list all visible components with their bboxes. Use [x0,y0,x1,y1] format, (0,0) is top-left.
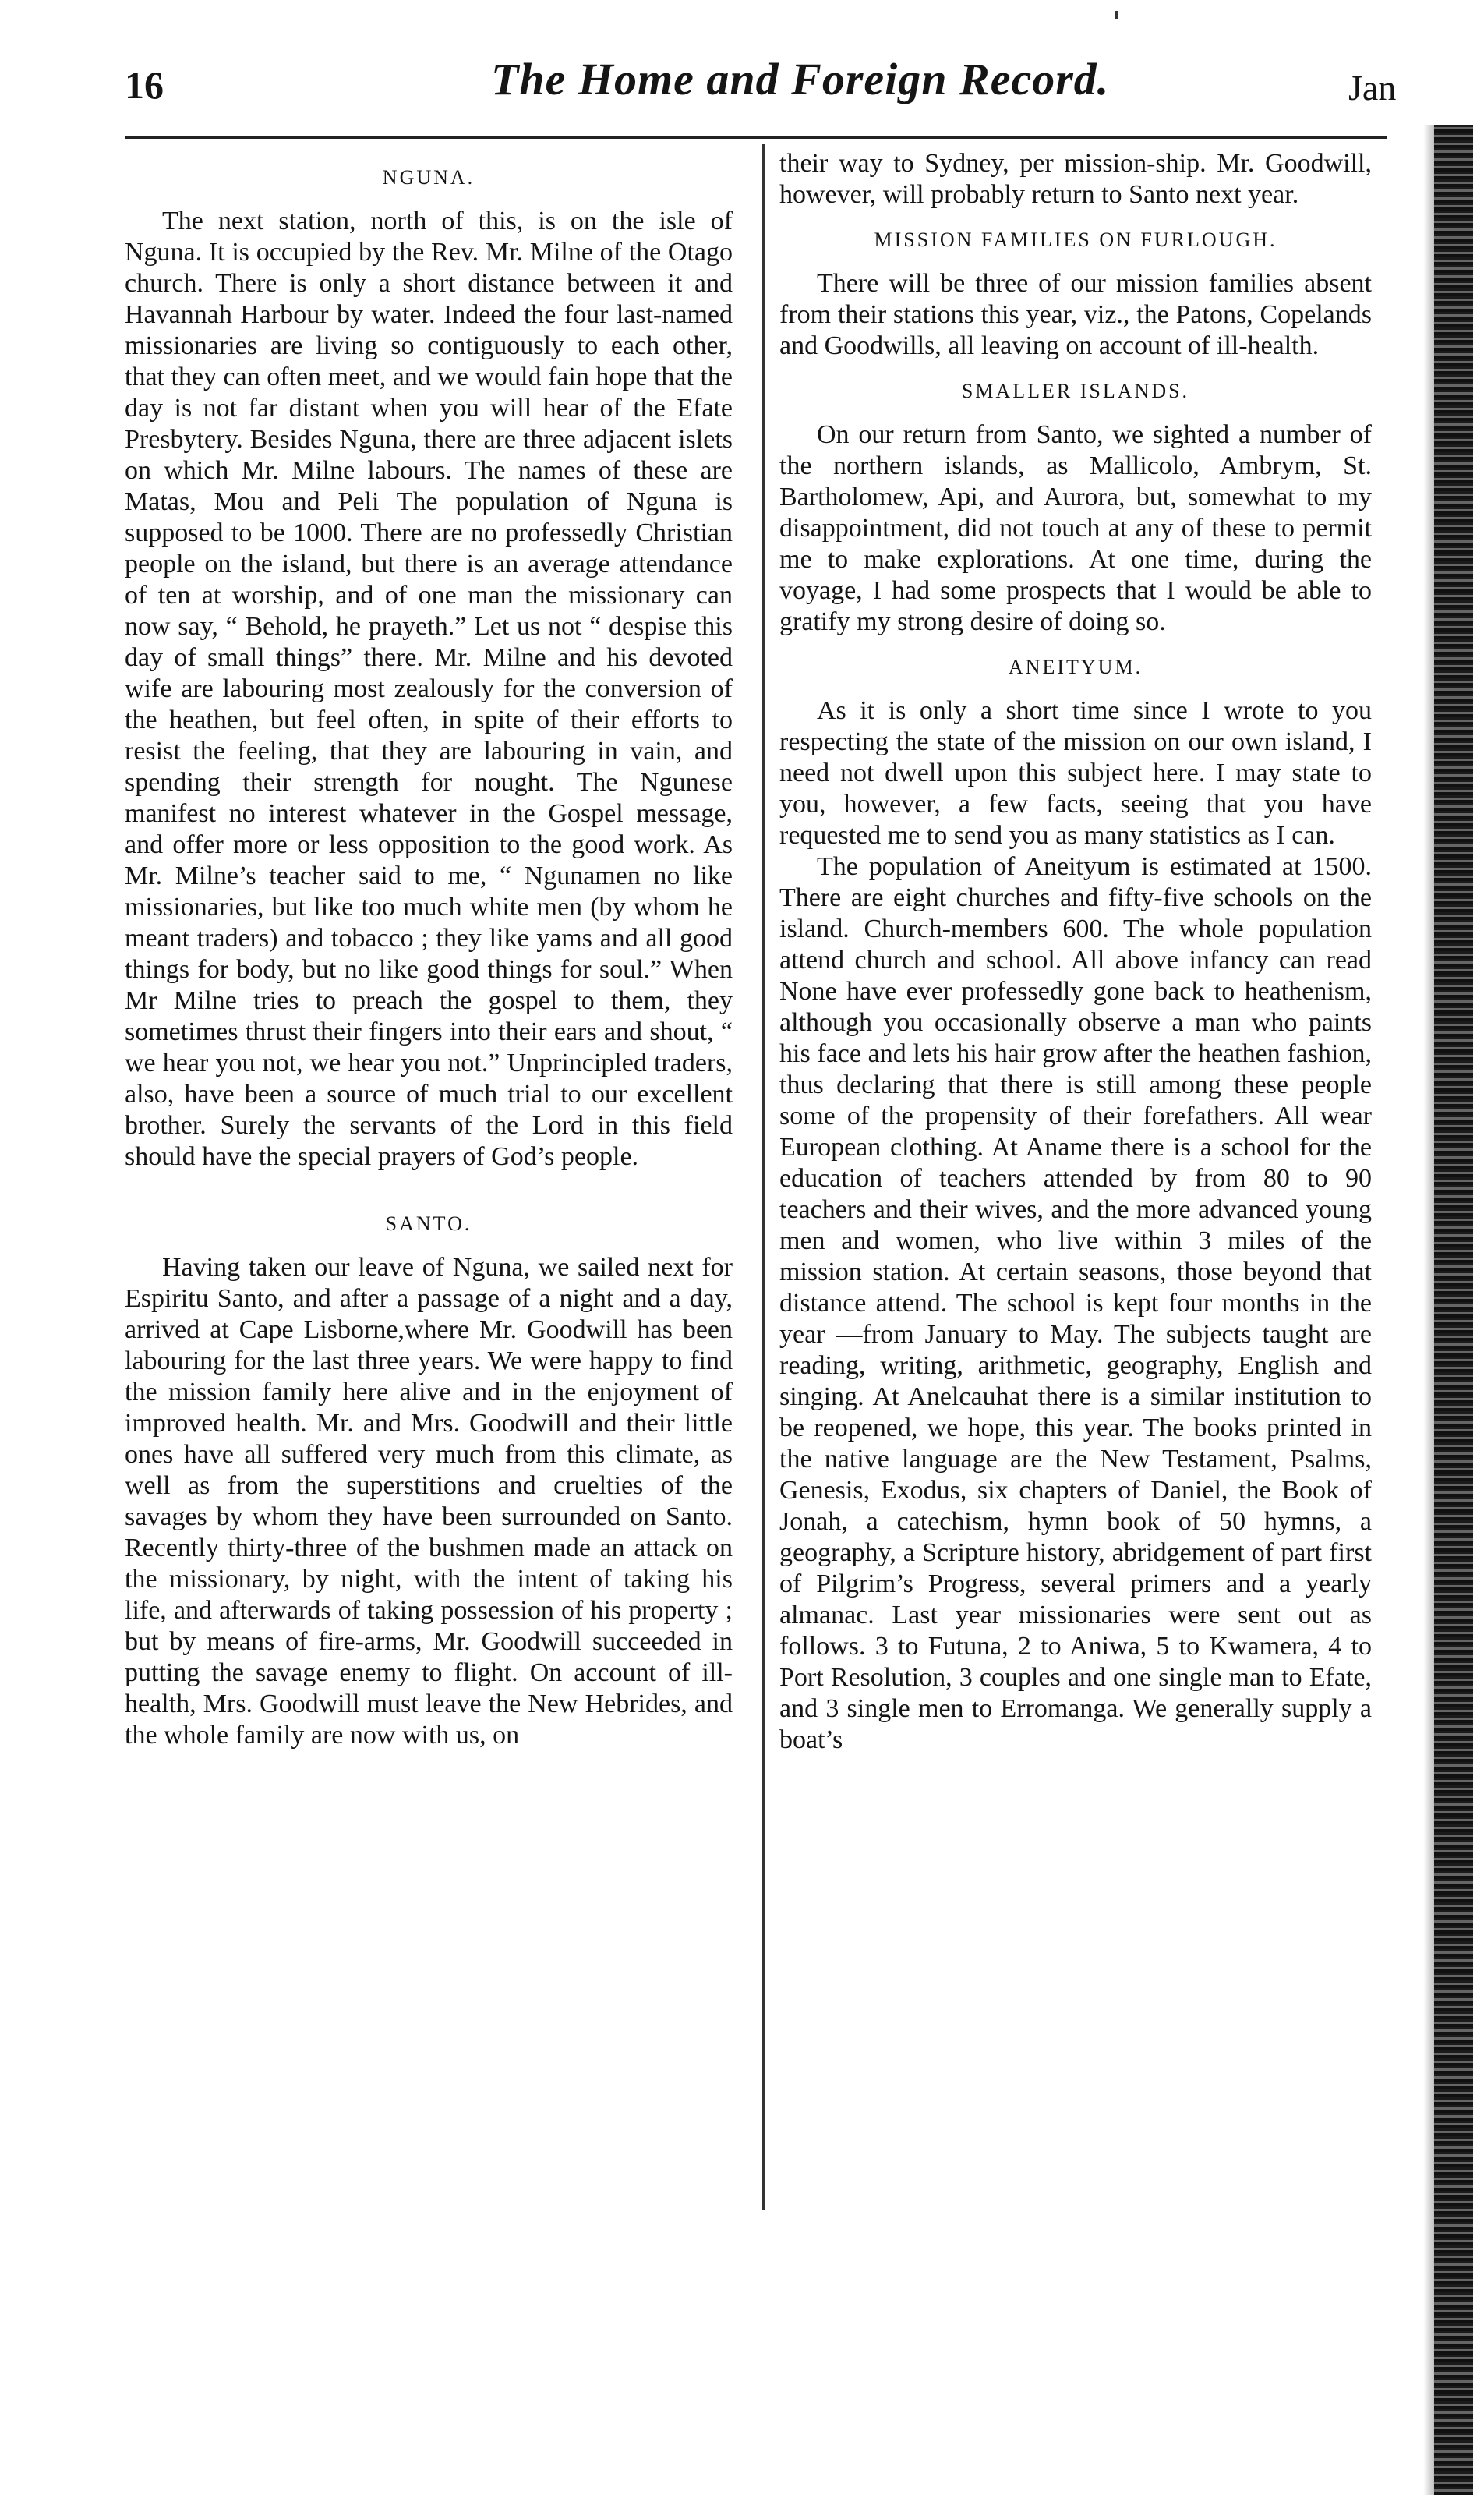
left-column [125,148,733,1751]
header-month: Jan [1348,68,1397,108]
page-binding-edge [1434,125,1473,2495]
paragraph-aneityum-1: As it is only a short time since I wrote to you respecting the state of the mission on our own island, I need not dwell upon this subject here. I may state to you, however, a few facts, seeing that you have requested me to send you as many statistics as I can. [779,696,1372,850]
print-speck [1115,11,1118,19]
right-column [779,148,1372,1756]
paragraph-nguna: The next station, north of this, is on the isle of Nguna. It is occupied by the Rev. Mr. Milne of the Otago church. There is only a short distance between it and Havannah Harbour by water. Indeed the four last-named missionaries are living so contiguously to each other, that they can often meet, and we would fain hope that the day is not far distant when you will hear of the Efate Presbytery. Besides Nguna, there are three adjacent islets on which Mr. Milne labours. The names of these are Matas, Mou and Peli The population of Nguna is supposed to be 1000. There are no professedly Christian people on the island, but there is an average attendance of ten at worship, and of one man the missionary can now say, “ Behold, he prayeth.” Let us not “ despise this day of small things” there. Mr. Milne and his devoted wife are labouring most zealously for the conversion of the heathen, but feel often, in spite of their efforts to resist the feeling, that they are labouring in vain, and spending their strength for nought. The Ngunese manifest no interest whatever in the Gospel message, and offer more or less opposition to the good work. As Mr. Milne’s teacher said to me, “ Ngunamen no like missionaries, but like too much white men (by whom he meant traders) and tobacco ; they like yams and all good things for body, but no like good things for soul.” When Mr Milne tries to preach the gospel to them, they sometimes thrust their fingers into their ears and shout, “ we hear you not, we hear you not.” Unprincipled traders, also, have been a source of much trial to our excellent brother. Surely the servants of the Lord in this field should have the special prayers of God’s people. [125,207,733,1171]
running-title: The Home and Foreign Record. [491,54,1110,104]
page-header [55,48,1397,119]
paragraph-aneityum-2: The population of Aneityum is estimated at 1500. There are eight churches and fifty-five schools on the island. Church-members 600. The whole population attend church and school. All above infancy can read None have ever professedly gone back to heathenism, although you occasionally observe a man who paints his face and lets his hair grow after the heathen fashion, thus declaring that there is still among these people some of the propensity of their forefathers. All wear European clothing. At Aname there is a school for the education of teachers attended by from 80 to 90 teachers and their wives, and the more advanced young men and women, who live within 3 miles of the mission station. At certain seasons, those beyond that distance attend. The school is kept four months in the year —from January to May. The subjects taught are reading, writing, arithmetic, geography, English and singing. At Anelcauhat there is a similar institution to be reopened, we hope, this year. The books printed in the native language are the New Testament, Psalms, Genesis, Exodus, six chapters of Daniel, the Book of Jonah, a catechism, hymn book of 50 hymns, a geography, a Scripture history, abridgement of part first of Pilgrim’s Progress, several primers and a yearly almanac. Last year missionaries were sent out as follows. 3 to Futuna, 2 to Aniwa, 5 to Kwamera, 4 to Port Resolution, 3 couples and one single man to Efate, and 3 single men to Erromanga. We generally supply a boat’s [779,852,1372,1754]
paragraph-santo: Having taken our leave of Nguna, we sailed next for Espiritu Santo, and after a passage of a night and a day, arrived at Cape Lisborne,where Mr. Goodwill has been labouring for the last three years. We were happy to find the mission family here alive and in the enjoyment of improved health. Mr. and Mrs. Goodwill and their little ones have all suffered very much from this climate, as well as from the superstitions and cruelties of the savages by whom they have been surrounded on Santo. Recently thirty-three of the bushmen made an attack on the missionary, by night, with the intent of taking his life, and afterwards of taking possession of his property ; but by means of fire-arms, Mr. Goodwill succeeded in putting the savage enemy to flight. On account of ill-health, Mrs. Goodwill must leave the New Hebrides, and the whole family are now with us, on [125,1253,733,1750]
section-heading-nguna: NGUNA. [382,166,475,189]
paragraph-smaller-islands: On our return from Santo, we sighted a number of the northern islands, as Mallicolo, Ambrym, St. Bartholomew, Api, and Aurora, but, somewhat to my disappointment, did not touch at any of these to permit me to make explorations. At one time, during the voyage, I had some prospects that I would be able to gratify my strong desire of doing so. [779,420,1372,636]
page-number: 16 [125,63,164,107]
section-gap [125,1173,733,1194]
section-heading-santo: SANTO. [385,1212,472,1235]
paragraph-furlough: There will be three of our mission families absent from their stations this year, viz., the Patons, Copelands and Goodwills, all leaving on account of ill-health. [779,269,1372,360]
header-rule [125,136,1387,139]
section-heading-furlough: MISSION FAMILIES ON FURLOUGH. [874,228,1277,251]
column-divider [762,144,765,2210]
section-heading-smaller-islands: SMALLER ISLANDS. [961,380,1190,402]
section-heading-aneityum: ANEITYUM. [1008,656,1143,678]
paragraph-continuation: their way to Sydney, per mission-ship. Mr. Goodwill, however, will probably return to Santo next year. [779,149,1372,209]
